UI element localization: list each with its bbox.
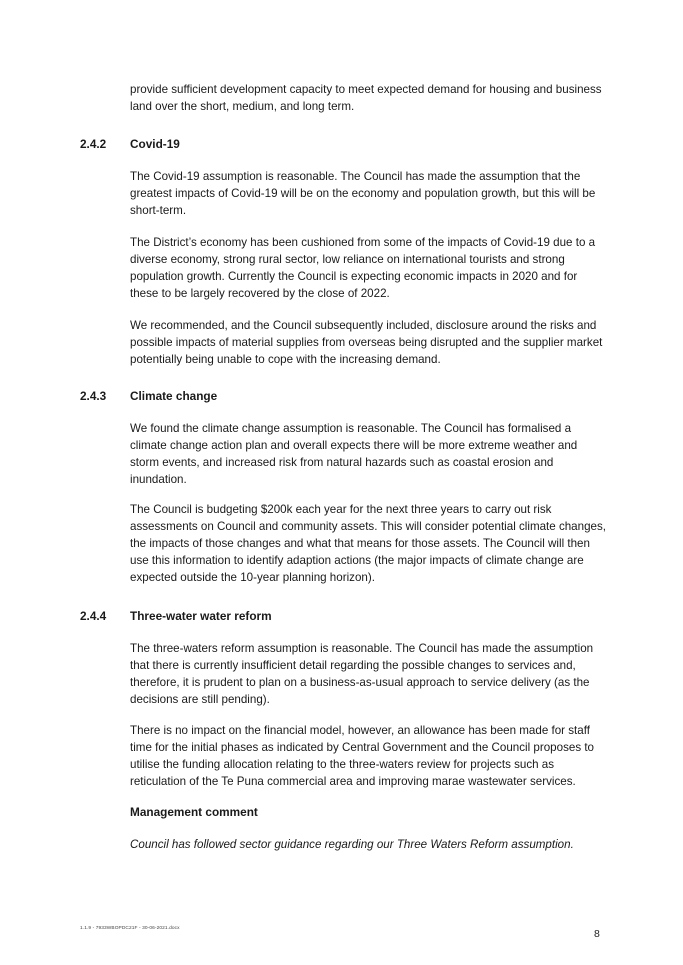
section-number: 2.4.2: [80, 137, 107, 151]
section-heading-climate: [80, 388, 217, 405]
page-number: 8: [594, 928, 600, 940]
section-number: 2.4.3: [80, 389, 107, 403]
paragraph: The Covid-19 assumption is reasonable. The Council has made the assumption that the greatest impacts of Covid-19 will be on the economy and population growth, but this will be short-term.: [130, 170, 596, 217]
section-title: Climate change: [130, 389, 218, 403]
paragraph: We recommended, and the Council subsequently included, disclosure around the risks and possible impacts of material supplies from overseas being disrupted and the supplier market potentially being unable to cope with the increasing demand.: [130, 319, 603, 366]
paragraph: There is no impact on the financial model, however, an allowance has been made for staff time for the initial phases as indicated by Central Government and the Council proposes to utilise the funding allocation relating to the three-waters review for projects such as reticulation of the Te Puna commercial area and improving marae wastewater services.: [130, 724, 595, 788]
paragraph: The District’s economy has been cushioned from some of the impacts of Covid-19 due to a diverse economy, strong rural sector, low reliance on international tourists and strong population growth. Currently the Council is expecting economic impacts in 2020 and for these to be largely recovered by the close of 2022.: [130, 236, 596, 300]
paragraph: We found the climate change assumption is reasonable. The Council has formalised a climate change action plan and overall expects there will be more extreme weather and storm events, and increased risk from natural hazards such as coastal erosion and inundation.: [130, 422, 578, 486]
management-comment-text: Council has followed sector guidance regarding our Three Waters Reform assumption.: [130, 838, 574, 851]
footer-document-reference: 1.1.9 - 7933WBOPDC21F - 30-06-2021.docx: [80, 926, 180, 931]
intro-paragraph: provide sufficient development capacity to meet expected demand for housing and business land over the short, medium, and long term.: [130, 83, 602, 113]
section-title: Three-water water reform: [130, 609, 272, 623]
section-title: Covid-19: [130, 137, 180, 151]
section-heading-three-waters: [80, 608, 272, 625]
paragraph: The three-waters reform assumption is reasonable. The Council has made the assumption that there is currently insufficient detail regarding the possible changes to services and, therefore, it is prudent to plan on a business-as-usual approach to service delivery (as the decisions are still pending).: [130, 642, 594, 706]
section-heading-covid: [80, 136, 180, 153]
management-comment-heading: Management comment: [130, 805, 258, 819]
section-number: 2.4.4: [80, 609, 107, 623]
paragraph: The Council is budgeting $200k each year for the next three years to carry out risk assessments on Council and community assets. This will consider potential climate changes, the impacts of those changes and what that means for those assets. The Council will then use this information to identify adaption actions (the major impacts of climate change are expected outside the 10-year planning horizon).: [130, 503, 606, 584]
